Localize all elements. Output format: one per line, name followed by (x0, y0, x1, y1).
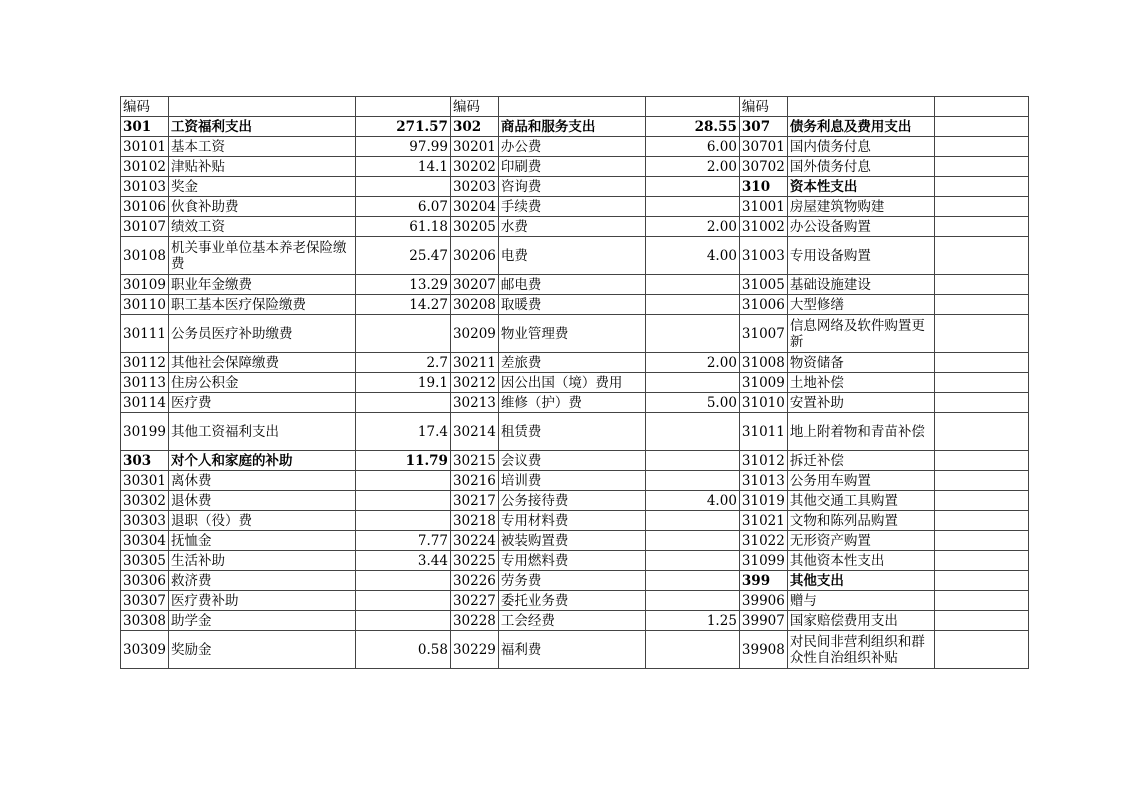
item-amount: 1.25 (645, 611, 739, 631)
item-name: 退职（役）费 (168, 511, 355, 531)
table-row (121, 295, 1029, 315)
item-amount (934, 491, 1028, 511)
item-code: 31008 (739, 353, 787, 373)
item-code: 399 (739, 571, 787, 591)
item-code: 30204 (450, 197, 498, 217)
table-row (121, 413, 1029, 451)
item-amount (645, 511, 739, 531)
item-name: 物资储备 (787, 353, 934, 373)
item-code: 31011 (739, 413, 787, 451)
item-amount: 28.55 (645, 117, 739, 137)
item-name: 工会经费 (498, 611, 645, 631)
item-amount: 5.00 (645, 393, 739, 413)
item-code: 30227 (450, 591, 498, 611)
item-code: 31009 (739, 373, 787, 393)
item-code: 303 (121, 451, 169, 471)
table-row (121, 471, 1029, 491)
item-amount (355, 511, 450, 531)
item-amount: 61.18 (355, 217, 450, 237)
item-name: 印刷费 (498, 157, 645, 177)
item-name: 邮电费 (498, 275, 645, 295)
item-name: 绩效工资 (168, 217, 355, 237)
item-name: 无形资产购置 (787, 531, 934, 551)
item-code: 30224 (450, 531, 498, 551)
item-amount: 2.7 (355, 353, 450, 373)
item-amount: 11.79 (355, 451, 450, 471)
header-amount-cell (645, 97, 739, 117)
item-code: 31005 (739, 275, 787, 295)
item-code: 30309 (121, 631, 169, 669)
item-name: 安置补助 (787, 393, 934, 413)
table-row (121, 511, 1029, 531)
item-name: 物业管理费 (498, 315, 645, 353)
item-amount (355, 611, 450, 631)
item-amount (934, 177, 1028, 197)
item-name: 奖金 (168, 177, 355, 197)
item-code: 39906 (739, 591, 787, 611)
item-amount (934, 157, 1028, 177)
header-code-label: 编码 (121, 97, 169, 117)
item-name: 国家赔偿费用支出 (787, 611, 934, 631)
item-code: 31010 (739, 393, 787, 413)
table-row (121, 451, 1029, 471)
item-amount: 14.27 (355, 295, 450, 315)
item-amount: 3.44 (355, 551, 450, 571)
item-name: 福利费 (498, 631, 645, 669)
table-row (121, 571, 1029, 591)
item-amount (934, 373, 1028, 393)
item-name: 劳务费 (498, 571, 645, 591)
item-amount (934, 217, 1028, 237)
item-name: 其他交通工具购置 (787, 491, 934, 511)
table-row (121, 217, 1029, 237)
item-name: 基本工资 (168, 137, 355, 157)
item-name: 咨询费 (498, 177, 645, 197)
item-amount (934, 413, 1028, 451)
item-name: 委托业务费 (498, 591, 645, 611)
item-code: 30201 (450, 137, 498, 157)
item-name: 机关事业单位基本养老保险缴费 (168, 237, 355, 275)
item-name: 伙食补助费 (168, 197, 355, 217)
item-amount: 25.47 (355, 237, 450, 275)
item-name: 其他社会保障缴费 (168, 353, 355, 373)
item-code: 31001 (739, 197, 787, 217)
item-code: 30229 (450, 631, 498, 669)
item-code: 30213 (450, 393, 498, 413)
item-code: 30215 (450, 451, 498, 471)
item-amount (645, 571, 739, 591)
item-name: 债务利息及费用支出 (787, 117, 934, 137)
item-name: 拆迁补偿 (787, 451, 934, 471)
item-code: 30107 (121, 217, 169, 237)
item-name: 公务员医疗补助缴费 (168, 315, 355, 353)
item-amount: 14.1 (355, 157, 450, 177)
item-code: 39907 (739, 611, 787, 631)
item-code: 30228 (450, 611, 498, 631)
item-code: 31022 (739, 531, 787, 551)
item-amount: 2.00 (645, 217, 739, 237)
item-amount: 97.99 (355, 137, 450, 157)
item-code: 301 (121, 117, 169, 137)
item-code: 30208 (450, 295, 498, 315)
item-amount (355, 591, 450, 611)
header-amount-cell (355, 97, 450, 117)
item-code: 30113 (121, 373, 169, 393)
item-amount (934, 611, 1028, 631)
item-name: 维修（护）费 (498, 393, 645, 413)
item-amount (934, 295, 1028, 315)
item-code: 30307 (121, 591, 169, 611)
table-row (121, 373, 1029, 393)
item-amount (645, 591, 739, 611)
item-name: 地上附着物和青苗补偿 (787, 413, 934, 451)
item-code: 30207 (450, 275, 498, 295)
item-amount (934, 591, 1028, 611)
item-code: 30304 (121, 531, 169, 551)
table-row (121, 237, 1029, 275)
item-amount: 17.4 (355, 413, 450, 451)
item-name: 赠与 (787, 591, 934, 611)
item-name: 对民间非营利组织和群众性自治组织补贴 (787, 631, 934, 669)
item-name: 土地补偿 (787, 373, 934, 393)
item-code: 31012 (739, 451, 787, 471)
table-row (121, 275, 1029, 295)
item-name: 医疗费补助 (168, 591, 355, 611)
item-amount (934, 197, 1028, 217)
item-name: 退休费 (168, 491, 355, 511)
item-code: 30216 (450, 471, 498, 491)
item-amount: 2.00 (645, 353, 739, 373)
item-code: 30211 (450, 353, 498, 373)
item-name: 文物和陈列品购置 (787, 511, 934, 531)
item-name: 信息网络及软件购置更新 (787, 315, 934, 353)
item-code: 30111 (121, 315, 169, 353)
item-amount: 4.00 (645, 491, 739, 511)
table-row (121, 491, 1029, 511)
item-name: 对个人和家庭的补助 (168, 451, 355, 471)
item-name: 职业年金缴费 (168, 275, 355, 295)
item-name: 因公出国（境）费用 (498, 373, 645, 393)
item-amount (934, 137, 1028, 157)
item-name: 国外债务付息 (787, 157, 934, 177)
item-code: 30106 (121, 197, 169, 217)
item-amount: 13.29 (355, 275, 450, 295)
item-code: 30305 (121, 551, 169, 571)
item-name: 基础设施建设 (787, 275, 934, 295)
table-row (121, 591, 1029, 611)
item-amount (934, 315, 1028, 353)
item-amount (934, 393, 1028, 413)
table-row (121, 551, 1029, 571)
item-code: 30308 (121, 611, 169, 631)
item-amount: 6.00 (645, 137, 739, 157)
item-amount: 19.1 (355, 373, 450, 393)
item-amount (645, 177, 739, 197)
table-row (121, 177, 1029, 197)
item-name: 手续费 (498, 197, 645, 217)
table-row (121, 631, 1029, 669)
item-amount (934, 117, 1028, 137)
item-name: 救济费 (168, 571, 355, 591)
item-code: 30225 (450, 551, 498, 571)
header-name-cell (787, 97, 934, 117)
item-code: 30301 (121, 471, 169, 491)
item-code: 30302 (121, 491, 169, 511)
item-amount: 4.00 (645, 237, 739, 275)
item-name: 奖励金 (168, 631, 355, 669)
item-code: 31006 (739, 295, 787, 315)
item-code: 30101 (121, 137, 169, 157)
item-name: 租赁费 (498, 413, 645, 451)
item-amount (645, 275, 739, 295)
table-row (121, 157, 1029, 177)
item-amount (645, 413, 739, 451)
item-code: 307 (739, 117, 787, 137)
item-code: 30209 (450, 315, 498, 353)
item-name: 水费 (498, 217, 645, 237)
table-row (121, 197, 1029, 217)
item-code: 30212 (450, 373, 498, 393)
item-name: 医疗费 (168, 393, 355, 413)
item-name: 其他工资福利支出 (168, 413, 355, 451)
item-amount (934, 237, 1028, 275)
item-amount (355, 315, 450, 353)
item-code: 30110 (121, 295, 169, 315)
table-row (121, 611, 1029, 631)
item-amount (645, 631, 739, 669)
item-code: 30108 (121, 237, 169, 275)
item-amount (934, 275, 1028, 295)
table-header-row (121, 97, 1029, 117)
item-code: 30102 (121, 157, 169, 177)
item-amount (355, 491, 450, 511)
budget-expenditure-table (120, 96, 1029, 669)
table-row (121, 353, 1029, 373)
header-name-cell (168, 97, 355, 117)
item-amount (645, 197, 739, 217)
item-name: 其他资本性支出 (787, 551, 934, 571)
item-amount (645, 295, 739, 315)
item-code: 30303 (121, 511, 169, 531)
item-name: 津贴补贴 (168, 157, 355, 177)
item-name: 办公设备购置 (787, 217, 934, 237)
item-name: 离休费 (168, 471, 355, 491)
item-amount (934, 631, 1028, 669)
item-name: 公务接待费 (498, 491, 645, 511)
item-code: 30701 (739, 137, 787, 157)
item-amount: 7.77 (355, 531, 450, 551)
table-row (121, 315, 1029, 353)
item-code: 31019 (739, 491, 787, 511)
item-code: 30226 (450, 571, 498, 591)
item-code: 31007 (739, 315, 787, 353)
item-code: 30203 (450, 177, 498, 197)
table-row (121, 137, 1029, 157)
item-name: 其他支出 (787, 571, 934, 591)
item-code: 310 (739, 177, 787, 197)
item-amount: 6.07 (355, 197, 450, 217)
item-amount (934, 551, 1028, 571)
item-code: 31099 (739, 551, 787, 571)
item-code: 302 (450, 117, 498, 137)
item-code: 30214 (450, 413, 498, 451)
item-name: 专用燃料费 (498, 551, 645, 571)
header-code-label: 编码 (450, 97, 498, 117)
item-amount (645, 373, 739, 393)
item-amount (934, 571, 1028, 591)
item-name: 培训费 (498, 471, 645, 491)
item-name: 差旅费 (498, 353, 645, 373)
item-name: 大型修缮 (787, 295, 934, 315)
item-name: 电费 (498, 237, 645, 275)
item-name: 被装购置费 (498, 531, 645, 551)
item-name: 国内债务付息 (787, 137, 934, 157)
item-code: 30199 (121, 413, 169, 451)
item-amount (355, 393, 450, 413)
item-name: 取暖费 (498, 295, 645, 315)
item-code: 30702 (739, 157, 787, 177)
item-name: 资本性支出 (787, 177, 934, 197)
item-name: 会议费 (498, 451, 645, 471)
item-name: 抚恤金 (168, 531, 355, 551)
item-name: 职工基本医疗保险缴费 (168, 295, 355, 315)
item-code: 31003 (739, 237, 787, 275)
item-code: 30103 (121, 177, 169, 197)
item-code: 31002 (739, 217, 787, 237)
item-name: 专用设备购置 (787, 237, 934, 275)
table-row (121, 393, 1029, 413)
item-amount: 271.57 (355, 117, 450, 137)
item-name: 公务用车购置 (787, 471, 934, 491)
item-name: 房屋建筑物购建 (787, 197, 934, 217)
item-amount (934, 531, 1028, 551)
item-code: 39908 (739, 631, 787, 669)
item-code: 30109 (121, 275, 169, 295)
item-amount (355, 471, 450, 491)
item-code: 30306 (121, 571, 169, 591)
header-amount-cell (934, 97, 1028, 117)
item-name: 助学金 (168, 611, 355, 631)
item-code: 30202 (450, 157, 498, 177)
item-amount: 0.58 (355, 631, 450, 669)
item-amount (355, 177, 450, 197)
item-name: 专用材料费 (498, 511, 645, 531)
table-row (121, 117, 1029, 137)
table-row (121, 531, 1029, 551)
item-name: 生活补助 (168, 551, 355, 571)
item-code: 31013 (739, 471, 787, 491)
item-name: 商品和服务支出 (498, 117, 645, 137)
item-code: 30206 (450, 237, 498, 275)
item-amount (645, 471, 739, 491)
item-amount (934, 471, 1028, 491)
item-code: 30217 (450, 491, 498, 511)
item-code: 30114 (121, 393, 169, 413)
item-amount (645, 551, 739, 571)
header-name-cell (498, 97, 645, 117)
item-amount (355, 571, 450, 591)
item-name: 办公费 (498, 137, 645, 157)
item-amount (645, 315, 739, 353)
item-amount (934, 353, 1028, 373)
item-name: 工资福利支出 (168, 117, 355, 137)
item-amount (645, 451, 739, 471)
item-code: 30205 (450, 217, 498, 237)
item-code: 31021 (739, 511, 787, 531)
item-name: 住房公积金 (168, 373, 355, 393)
item-amount (934, 451, 1028, 471)
item-amount (645, 531, 739, 551)
item-code: 30112 (121, 353, 169, 373)
item-amount (934, 511, 1028, 531)
header-code-label: 编码 (739, 97, 787, 117)
item-amount: 2.00 (645, 157, 739, 177)
item-code: 30218 (450, 511, 498, 531)
